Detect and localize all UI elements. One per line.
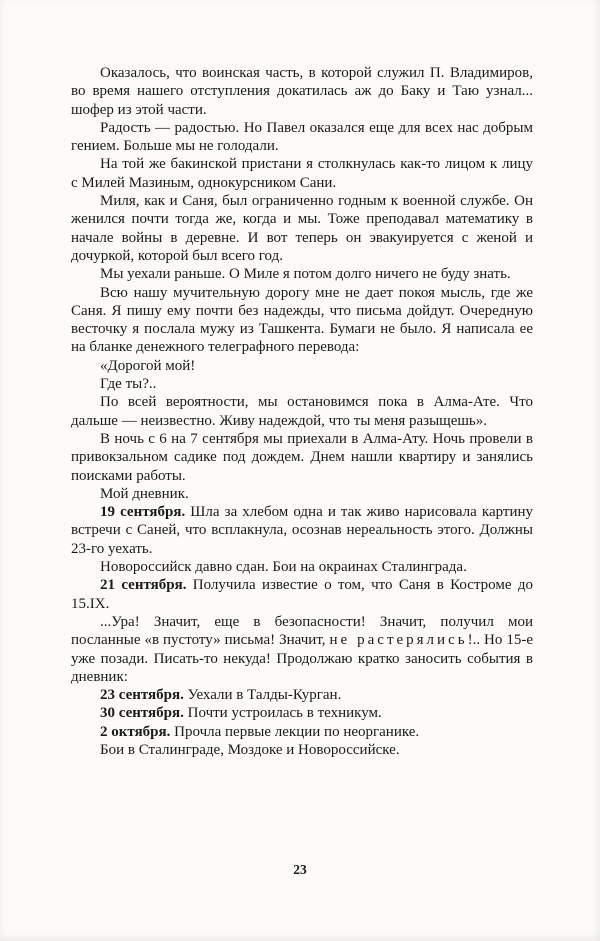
diary-text: Уехали в Талды-Курган. xyxy=(187,687,342,704)
diary-date: 21 сентября. xyxy=(100,577,187,594)
letter-body: По всей вероятности, мы остановимся пока в Алма-Ате. Что дальше — неизвестно. Живу надеждой, что ты меня разыщешь». xyxy=(71,394,533,429)
diary-entry xyxy=(71,704,533,722)
diary-entry xyxy=(71,686,533,704)
paragraph: В ночь с 6 на 7 сентября мы приехали в Алма-Ату. Ночь провели в привокзальном садике под дождем. Днем нашли квартиру и занялись поисками работы. xyxy=(71,430,533,484)
paragraph: Бои в Сталинграде, Моздоке и Новороссийске. xyxy=(100,741,400,758)
paragraph: Новороссийск давно сдан. Бои на окраинах Сталинграда. xyxy=(100,559,467,576)
diary-date: 19 сентября. xyxy=(100,504,186,521)
page-text xyxy=(71,64,533,759)
diary-entry xyxy=(71,576,533,613)
paragraph: Мы уехали раньше. О Миле я потом долго ничего не буду знать. xyxy=(100,266,511,283)
diary-entry xyxy=(71,503,533,558)
diary-text: Получила известие о том, что Саня в Костроме до 15.IX. xyxy=(71,577,534,612)
diary-date: 30 сентября. xyxy=(100,705,184,722)
paragraph: На той же бакинской пристани я столкнулась как-то лицом к лицу с Милей Мазиным, однокурсником Сани. xyxy=(71,156,533,191)
diary-text: Шла за хлебом одна и так живо нарисовала картину встречи с Саней, что всплакнула, осознав нереальность этого. Должны 23-го уехать. xyxy=(71,504,534,557)
text-run: ...Ура! Значит, еще в безопасности! Значит, получил мои посланные «в пустоту» письма! Значит, xyxy=(71,613,533,649)
diary-text: Прочла первые лекции по неорганике. xyxy=(174,723,420,740)
paragraph: Миля, как и Саня, был ограниченно годным к военной службе. Он женился почти тогда же, когда и мы. Тоже преподавал математику в начале войны в деревне. И вот теперь он эвакуируется с женой и дочуркой, которой был всего год. xyxy=(71,193,533,264)
text-run: !.. Но 15-е уже позади. Писать-то некуда! Продолжаю кратко заносить события в дневник: xyxy=(71,632,534,685)
page-number: 23 xyxy=(293,862,307,877)
letter-opening-line: «Дорогой мой! xyxy=(100,357,196,374)
diary-heading: Мой дневник. xyxy=(100,485,189,502)
diary-date: 23 сентября. xyxy=(100,687,184,704)
paragraph: Всю нашу мучительную дорогу мне не дает покоя мысль, где же Саня. Я пишу ему почти без надежды, что письма дойдут. Очередную весточку я послала мужу из Ташкента. Бумаги не было. Я написала ее на бланке денежного телеграфного перевода: xyxy=(71,284,533,356)
letter-line: Где ты?.. xyxy=(100,376,157,393)
diary-text: Почти устроилась в техникум. xyxy=(187,705,382,722)
diary-date: 2 октября. xyxy=(100,723,171,740)
diary-entry xyxy=(71,723,533,741)
paragraph xyxy=(71,613,533,686)
paragraph: Оказалось, что воинская часть, в которой служил П. Владимиров, во время нашего отступления докатилась аж до Баку и Таю узнал... шофер из этой части. xyxy=(71,65,533,118)
paragraph: Радость — радостью. Но Павел оказался еще для всех нас добрым гением. Больше мы не голодали. xyxy=(71,119,533,155)
emphasized-text: не растерялись xyxy=(329,632,468,649)
